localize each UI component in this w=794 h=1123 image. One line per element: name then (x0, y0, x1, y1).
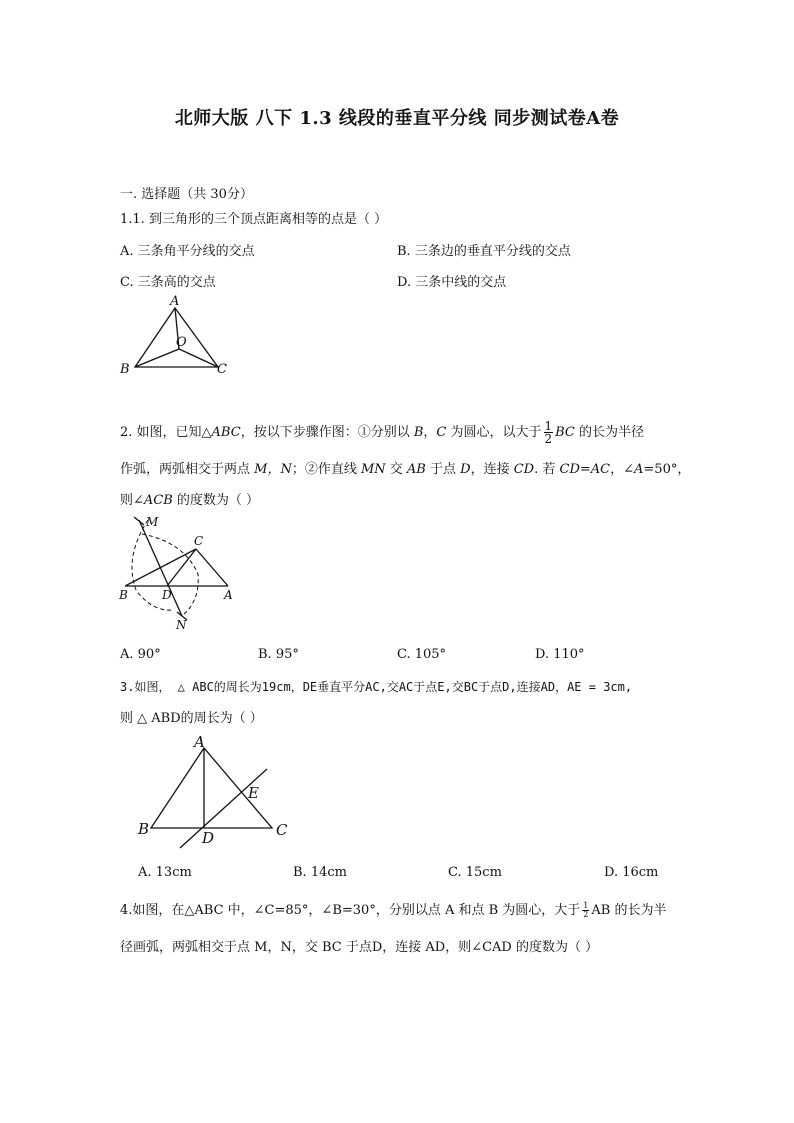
q2-option-d[interactable]: D. 110° (535, 647, 585, 662)
q2-fig-label-n: N (176, 618, 187, 632)
q3-option-d[interactable]: D. 16cm (604, 865, 659, 880)
q3-fig-label-c: C (276, 821, 288, 839)
question-2-line-2: 作弧，两弧相交于两点 M，N；②作直线 MN 交 AB 于点 D，连接 CD. 若 CD=AC，∠A=50°， (120, 462, 691, 477)
q3-option-c[interactable]: C. 15cm (448, 865, 502, 880)
q1-option-a[interactable]: A. 三条角平分线的交点 (120, 244, 255, 259)
q1-figure (112, 292, 242, 382)
q3-fig-label-a: A (194, 733, 205, 751)
section-heading: 一. 选择题（共 30分） (120, 187, 253, 202)
page-title: 北师大版 八下 1.3 线段的垂直平分线 同步测试卷A卷 (174, 108, 620, 129)
q3-fig-label-b: B (138, 820, 150, 838)
q2-fig-label-d: D (162, 588, 172, 602)
question-4-line-2: 径画弧，两弧相交于点 M，N，交 BC 于点D，连接 AD，则∠CAD 的度数为（ ） (120, 940, 599, 955)
question-2-line-3: 则∠ACB 的度数为（ ） (120, 493, 260, 508)
question-1-stem: 1.1. 到三角形的三个顶点距离相等的点是（ ） (120, 212, 388, 227)
question-3-line-2: 则 △ ABD的周长为（ ） (120, 711, 263, 726)
q1-fig-label-a: A (170, 294, 180, 309)
q1-option-c[interactable]: C. 三条高的交点 (120, 275, 216, 290)
question-4-line-1: 4.如图，在△ABC 中，∠C=85°，∠B=30°，分别以点 A 和点 B 为圆心，大于 $\frac{1}{2}$ AB 的长为半 (120, 901, 667, 919)
q3-figure (130, 732, 300, 850)
fraction-one-half: $\frac{1}{2}$ (544, 419, 553, 446)
q2-fig-label-c: C (194, 534, 204, 548)
q1-option-b[interactable]: B. 三条边的垂直平分线的交点 (397, 244, 571, 259)
question-3-line-1: 3.如图， △ ABC的周长为19cm，DE垂直平分AC,交AC于点E,交BC于点D,连接AD，AE = 3cm, (120, 680, 633, 694)
fraction-one-half-small: $\frac{1}{2}$ (583, 901, 589, 919)
q1-fig-label-c: C (217, 362, 227, 377)
q1-fig-label-b: B (120, 362, 130, 377)
q2-option-a[interactable]: A. 90° (120, 647, 161, 662)
q3-fig-label-e: E (248, 784, 259, 802)
q3-fig-label-d: D (202, 829, 215, 847)
q2-figure (112, 512, 242, 634)
q2-option-b[interactable]: B. 95° (258, 647, 299, 662)
q3-option-b[interactable]: B. 14cm (293, 865, 347, 880)
q2-fig-label-a: A (224, 588, 233, 602)
q3-option-a[interactable]: A. 13cm (138, 865, 192, 880)
question-2-line-1: 2. 如图，已知△ABC，按以下步骤作图：①分别以 B，C 为圆心，以大于 $\frac{1}{2}$ BC 的长为半径 (120, 419, 645, 446)
q2-fig-label-m: M (146, 515, 159, 529)
q2-fig-label-b: B (119, 588, 128, 602)
q2-option-c[interactable]: C. 105° (397, 647, 447, 662)
q1-option-d[interactable]: D. 三条中线的交点 (397, 275, 507, 290)
q1-fig-label-o: O (176, 335, 187, 350)
